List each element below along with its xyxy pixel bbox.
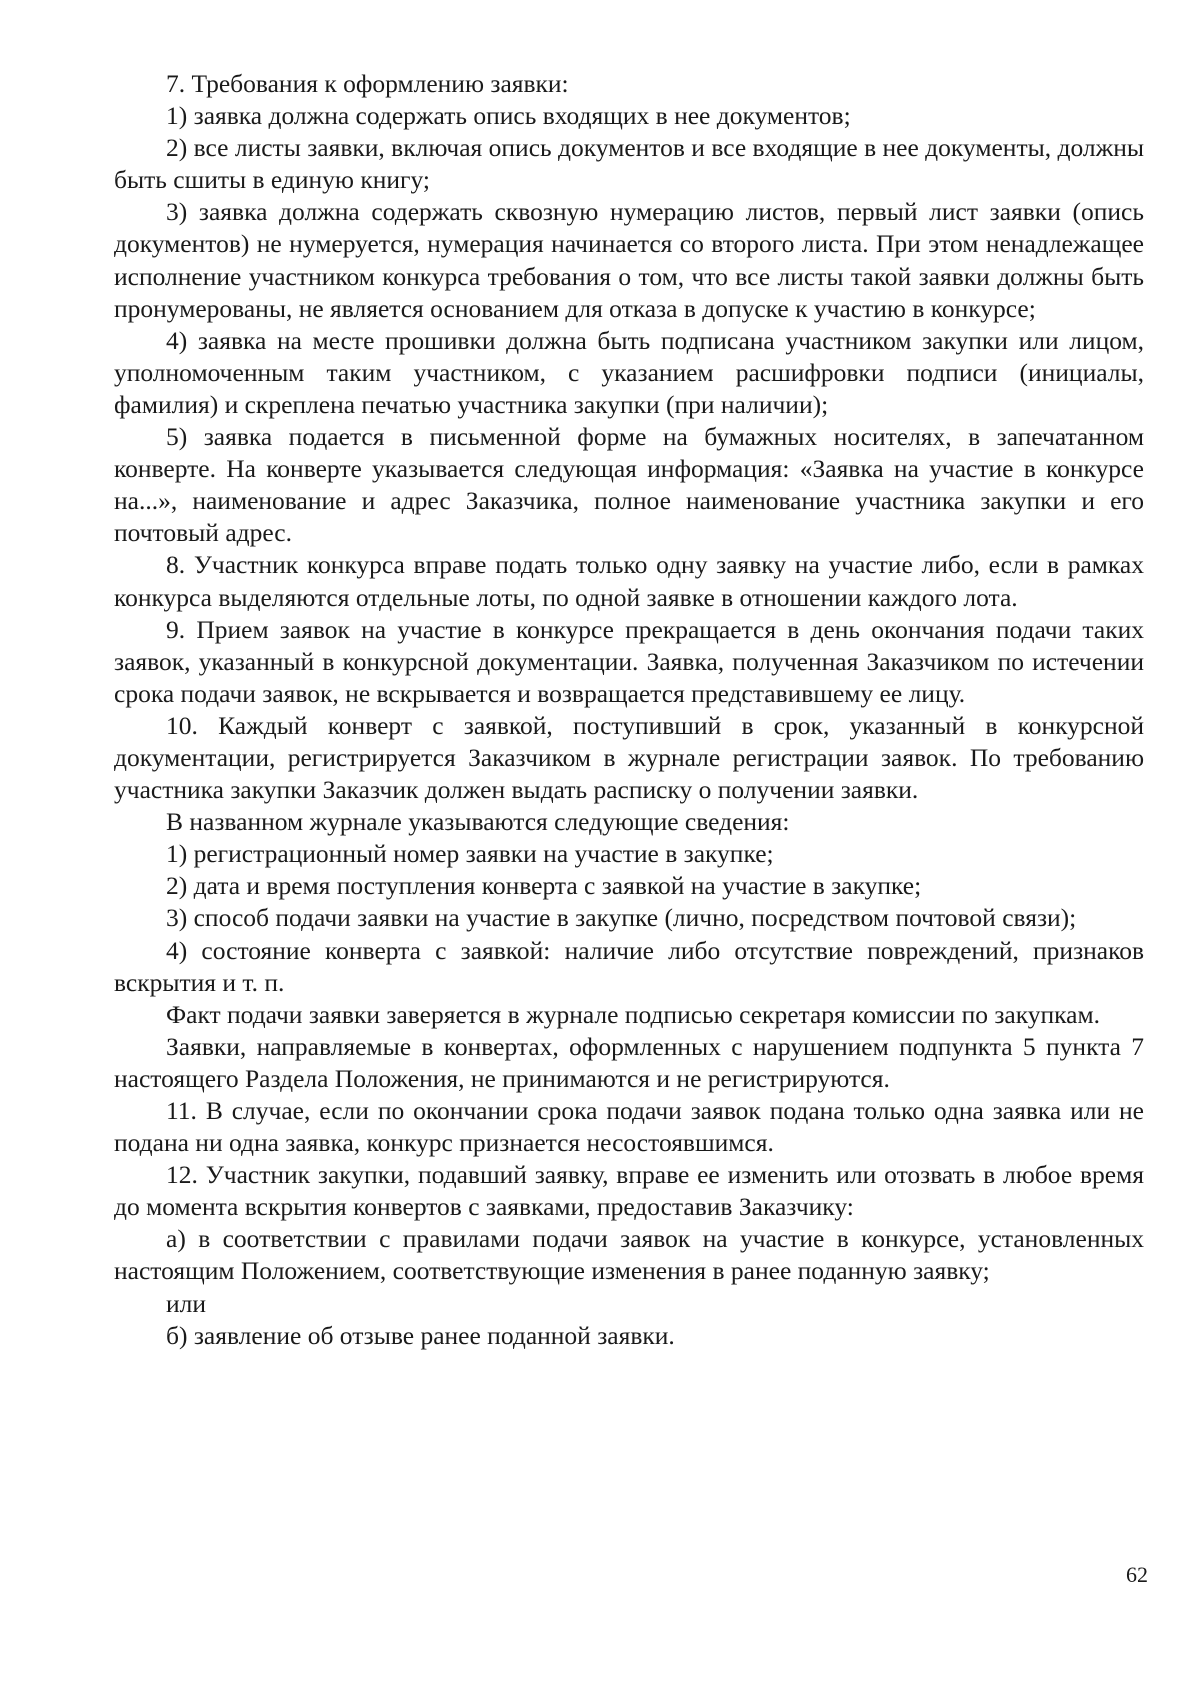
paragraph-or: или	[166, 1288, 207, 1318]
paragraph-journal-3: 3) способ подачи заявки на участие в закупке (лично, посредством почтовой связи);	[166, 903, 1077, 933]
document-body	[114, 68, 1144, 1352]
paragraph-10: 10. Каждый конверт с заявкой, поступивший в срок, указанный в конкурсной документации, регистрируется Заказчиком в журнале регистрации заявок. По требованию участника закупки Заказчик должен выдать расписку о получении заявки.	[114, 710, 1144, 805]
paragraph-7-5: 5) заявка подается в письменной форме на бумажных носителях, в запечатанном конверте. На конверте указывается следующая информация: «Заявка на участие в конкурсе на...», наименование и адрес Заказчика, полное наименование участника закупки и его почтовый адрес.	[114, 422, 1144, 548]
paragraph-8: 8. Участник конкурса вправе подать только одну заявку на участие либо, если в рамках конкурса выделяются отдельные лоты, по одной заявке в отношении каждого лота.	[114, 550, 1144, 612]
paragraph-12-a: а) в соответствии с правилами подачи заявок на участие в конкурсе, установленных настоящим Положением, соответствующие изменения в ранее поданную заявку;	[114, 1224, 1144, 1286]
paragraph-9: 9. Прием заявок на участие в конкурсе прекращается в день окончания подачи таких заявок, указанный в конкурсной документации. Заявка, полученная Заказчиком по истечении срока подачи заявок, не вскрывается и возвращается представившему ее лицу.	[114, 614, 1144, 708]
paragraph-7-4: 4) заявка на месте прошивки должна быть подписана участником закупки или лицом, уполномоченным таким участником, с указанием расшифровки подписи (инициалы, фамилия) и скреплена печатью участника закупки (при наличии);	[114, 325, 1144, 419]
paragraph-journal-1: 1) регистрационный номер заявки на участие в закупке;	[166, 839, 774, 869]
paragraph-12: 12. Участник закупки, подавший заявку, вправе ее изменить или отозвать в любое время до момента вскрытия конвертов с заявками, предоставив Заказчику:	[114, 1160, 1144, 1222]
paragraph-7-heading: 7. Требования к оформлению заявки:	[166, 69, 569, 98]
paragraph-journal-intro: В названном журнале указываются следующие сведения:	[166, 807, 790, 837]
paragraph-fact: Факт подачи заявки заверяется в журнале подписью секретаря комиссии по закупкам.	[166, 999, 1100, 1029]
paragraph-12-b: б) заявление об отзыве ранее поданной заявки.	[166, 1320, 675, 1350]
paragraph-journal-4: 4) состояние конверта с заявкой: наличие либо отсутствие повреждений, признаков вскрытия и т. п.	[114, 935, 1144, 997]
paragraph-rejected: Заявки, направляемые в конвертах, оформленных с нарушением подпункта 5 пункта 7 настоящего Раздела Положения, не принимаются и не регистрируются.	[114, 1031, 1144, 1093]
paragraph-7-3: 3) заявка должна содержать сквозную нумерацию листов, первый лист заявки (опись документов) не нумеруется, нумерация начинается со второго листа. При этом ненадлежащее исполнение участником конкурса требования о том, что все листы такой заявки должны быть пронумерованы, не является основанием для отказа в допуске к участию в конкурсе;	[114, 197, 1144, 323]
paragraph-7-2: 2) все листы заявки, включая опись документов и все входящие в нее документы, должны быть сшиты в единую книгу;	[114, 133, 1144, 195]
page-number: 62	[1126, 1562, 1148, 1587]
paragraph-7-1: 1) заявка должна содержать опись входящих в нее документов;	[166, 101, 851, 131]
paragraph-11: 11. В случае, если по окончании срока подачи заявок подана только одна заявка или не подана ни одна заявка, конкурс признается несостоявшимся.	[114, 1096, 1144, 1158]
paragraph-journal-2: 2) дата и время поступления конверта с заявкой на участие в закупке;	[166, 871, 922, 901]
